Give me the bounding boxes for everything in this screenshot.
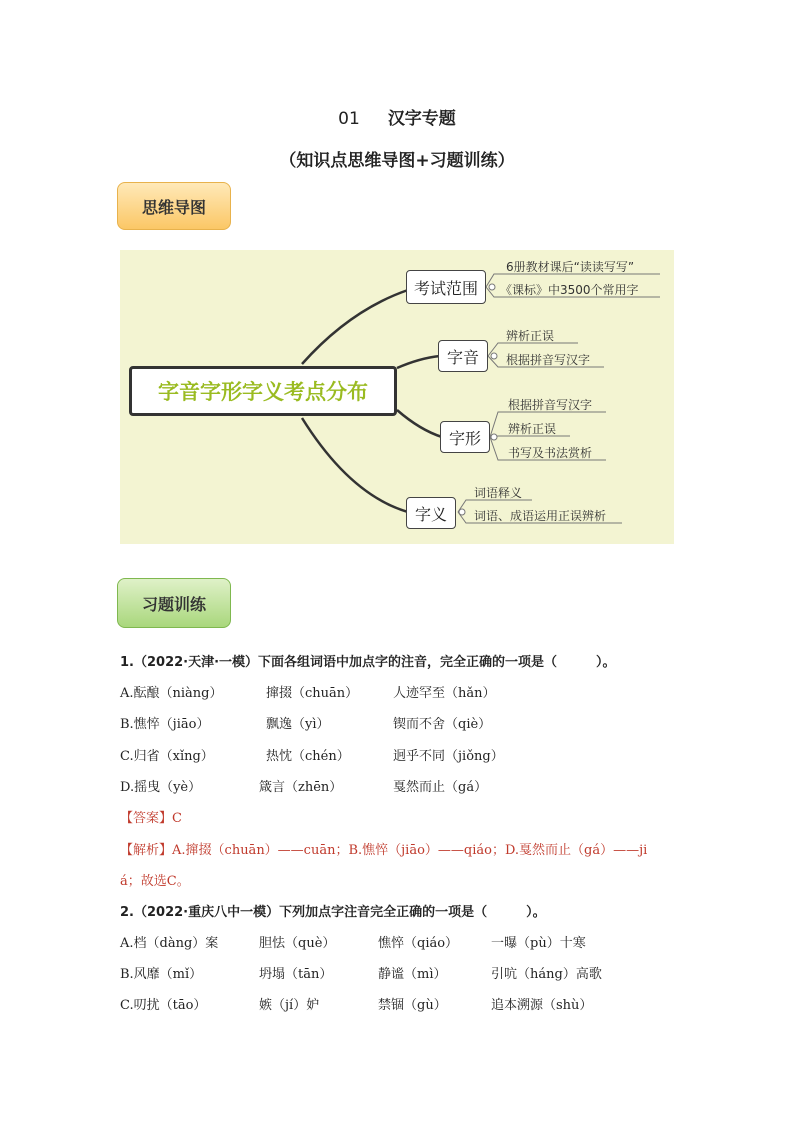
q2-option-a-4: 一曝（pù）十寒 xyxy=(491,936,586,951)
branch-form: 字形 xyxy=(440,421,490,453)
q1-option-a-2: 撺掇（chuān） xyxy=(266,686,359,701)
question-1-stem: 1.（2022·天津·一模）下面各组词语中加点字的注音，完全正确的一项是（ ）。 xyxy=(120,655,616,670)
connector-shape xyxy=(397,410,442,437)
leaf-sound-pinyin: 根据拼音写汉字 xyxy=(506,353,591,367)
q2-option-c-1: C.叨扰（tāo） xyxy=(120,998,207,1013)
q1-analysis-line-1 xyxy=(120,839,647,858)
q2-option-c-2: 嫉（jí）妒 xyxy=(259,998,320,1013)
q1-option-c-3: 迥乎不同（jiǒng） xyxy=(393,749,504,764)
question-2-stem: 2.（2022·重庆八中一模）下列加点字注音完全正确的一项是（ ）。 xyxy=(120,905,546,920)
q1-option-b-1: B.憔悴（jiāo） xyxy=(120,717,210,732)
leaf-form-calligraphy: 书写及书法赏析 xyxy=(508,446,593,460)
q1-option-b-2: 飘逸（yì） xyxy=(266,717,330,732)
branch-pronunciation: 字音 xyxy=(438,340,488,372)
practice-section-badge: 习题训练 xyxy=(117,578,231,628)
leaf-sound-judge: 辨析正误 xyxy=(506,329,555,343)
connector-scope xyxy=(302,290,408,364)
q1-option-d-2: 箴言（zhēn） xyxy=(259,780,343,795)
q1-option-a-1: A.酝酿（niàng） xyxy=(120,686,223,701)
answer-label: 【答案】 xyxy=(120,811,173,826)
q2-option-b-3: 静谧（mì） xyxy=(378,967,447,982)
analysis-label: 【解析】 xyxy=(120,843,173,858)
leaf-idiom-usage: 词语、成语运用正误辨析 xyxy=(474,509,607,523)
q2-option-b-4: 引吭（háng）高歌 xyxy=(491,967,602,982)
q1-option-a-3: 人迹罕至（hǎn） xyxy=(393,686,496,701)
leaf-standard-chars: 《课标》中3500个常用字 xyxy=(500,283,639,297)
q2-option-b-2: 坍塌（tān） xyxy=(259,967,333,982)
q1-option-b-3: 锲而不舍（qiè） xyxy=(393,717,492,732)
q2-option-b-1: B.风靡（mǐ） xyxy=(120,967,203,982)
title-text: 汉字专题 xyxy=(387,109,456,129)
q2-option-a-3: 憔悴（qiáo） xyxy=(378,936,459,951)
q1-option-d-3: 戛然而止（gá） xyxy=(393,780,488,795)
mindmap-diagram xyxy=(120,250,674,544)
analysis-text-1: A.撺掇（chuān）——cuān；B.憔悴（jiāo）——qiáo；D.戛然而止（gá）——ji xyxy=(172,843,648,858)
connector-sound xyxy=(397,356,440,368)
page-subtitle: （知识点思维导图+习题训练） xyxy=(279,151,515,171)
leaf-textbook-words: 6册教材课后“读读写写” xyxy=(506,260,635,274)
q2-option-a-2: 胆怯（què） xyxy=(259,936,336,951)
title-number: 01 xyxy=(338,109,360,129)
q1-option-c-1: C.归省（xǐng） xyxy=(120,749,214,764)
q1-option-c-2: 热忱（chén） xyxy=(266,749,350,764)
q1-option-d-1: D.摇曳（yè） xyxy=(120,780,202,795)
q1-answer xyxy=(120,807,182,826)
mindmap-center-node: 字音字形字义考点分布 xyxy=(129,366,397,416)
leaf-form-pinyin: 根据拼音写汉字 xyxy=(508,398,593,412)
page-title xyxy=(0,104,794,129)
q2-option-c-4: 追本溯源（shù） xyxy=(491,998,593,1013)
branch-meaning: 字义 xyxy=(406,497,456,529)
connector-meaning xyxy=(302,418,408,512)
leaf-form-judge: 辨析正误 xyxy=(508,422,557,436)
q2-option-c-3: 禁锢（gù） xyxy=(378,998,447,1013)
q1-analysis-line-2: á；故选C。 xyxy=(120,874,190,889)
q2-option-a-1: A.档（dàng）案 xyxy=(120,936,219,951)
mindmap-section-badge: 思维导图 xyxy=(117,182,231,230)
answer-value: C xyxy=(172,811,182,826)
leaf-word-meaning: 词语释义 xyxy=(474,486,523,500)
branch-exam-scope: 考试范围 xyxy=(406,270,486,304)
